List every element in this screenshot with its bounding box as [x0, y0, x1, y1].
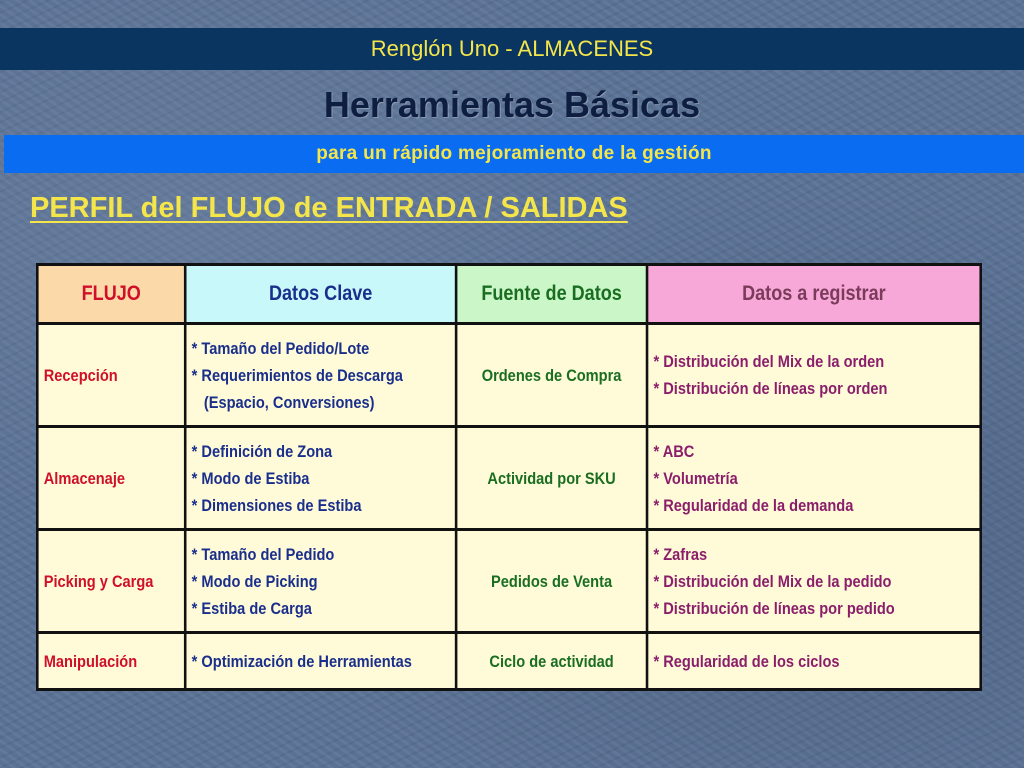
datos-clave-line: * Dimensiones de Estiba: [191, 495, 362, 515]
datos-clave-cell: [185, 427, 456, 530]
datos-registrar-line: * Regularidad de los ciclos: [653, 651, 840, 671]
slide-title: Herramientas Básicas: [323, 84, 701, 125]
fuente-cell: Ciclo de actividad: [456, 633, 647, 690]
table-row: [37, 633, 980, 690]
datos-clave-line: (Espacio, Conversiones): [191, 392, 375, 412]
datos-registrar-line: * Distribución del Mix de la orden: [653, 352, 885, 371]
datos-clave-line: * Tamaño del Pedido: [191, 544, 335, 564]
fuente-cell: Actividad por SKU: [456, 427, 647, 530]
flujo-cell: Recepción: [37, 324, 185, 427]
datos-registrar-cell: [647, 324, 981, 427]
datos-registrar-line: * Distribución de líneas por pedido: [653, 598, 895, 618]
datos-clave-line: * Definición de Zona: [191, 441, 333, 461]
subtitle: para un rápido mejoramiento de la gestión: [316, 143, 712, 164]
table-header-row: [37, 265, 980, 324]
flujo-cell: Manipulación: [37, 633, 185, 690]
datos-registrar-line: * Zafras: [653, 544, 708, 564]
top-bar: [0, 28, 1024, 70]
datos-registrar-line: * ABC: [653, 441, 695, 461]
datos-registrar-cell: [647, 427, 981, 530]
flujo-cell: Almacenaje: [37, 427, 185, 530]
fuente-cell: Pedidos de Venta: [456, 530, 647, 633]
section-title: PERFIL del FLUJO de ENTRADA / SALIDAS: [30, 192, 628, 224]
datos-registrar-cell: [647, 633, 981, 690]
datos-clave-line: * Tamaño del Pedido/Lote: [191, 338, 370, 358]
datos-clave-line: * Estiba de Carga: [191, 598, 312, 618]
datos-clave-cell: [185, 530, 456, 633]
datos-clave-cell: [185, 633, 456, 690]
fuente-cell: Ordenes de Compra: [456, 324, 647, 427]
datos-registrar-line: * Volumetría: [653, 468, 738, 488]
header-datos-a-registrar: Datos a registrar: [647, 265, 981, 324]
table-row: [37, 530, 980, 633]
datos-clave-line: * Modo de Picking: [191, 571, 318, 591]
subtitle-bar: [4, 135, 1024, 173]
table-row: [37, 324, 980, 427]
datos-registrar-line: * Regularidad de la demanda: [653, 495, 854, 515]
datos-registrar-line: * Distribución del Mix de la pedido: [653, 571, 892, 591]
table-row: [37, 427, 980, 530]
datos-clave-cell: [185, 324, 456, 427]
datos-registrar-cell: [647, 530, 981, 633]
datos-registrar-line: * Distribución de líneas por orden: [653, 379, 888, 398]
flujo-cell: Picking y Carga: [37, 530, 185, 633]
datos-clave-line: * Requerimientos de Descarga: [191, 365, 403, 385]
header-fuente-de-datos: Fuente de Datos: [456, 265, 647, 324]
header-flujo: FLUJO: [37, 265, 185, 324]
datos-clave-line: * Modo de Estiba: [191, 468, 310, 488]
datos-clave-line: * Optimización de Herramientas: [191, 651, 412, 671]
header-datos-clave: Datos Clave: [185, 265, 456, 324]
top-label: Renglón Uno - ALMACENES: [370, 36, 654, 61]
flow-table: [36, 263, 982, 691]
